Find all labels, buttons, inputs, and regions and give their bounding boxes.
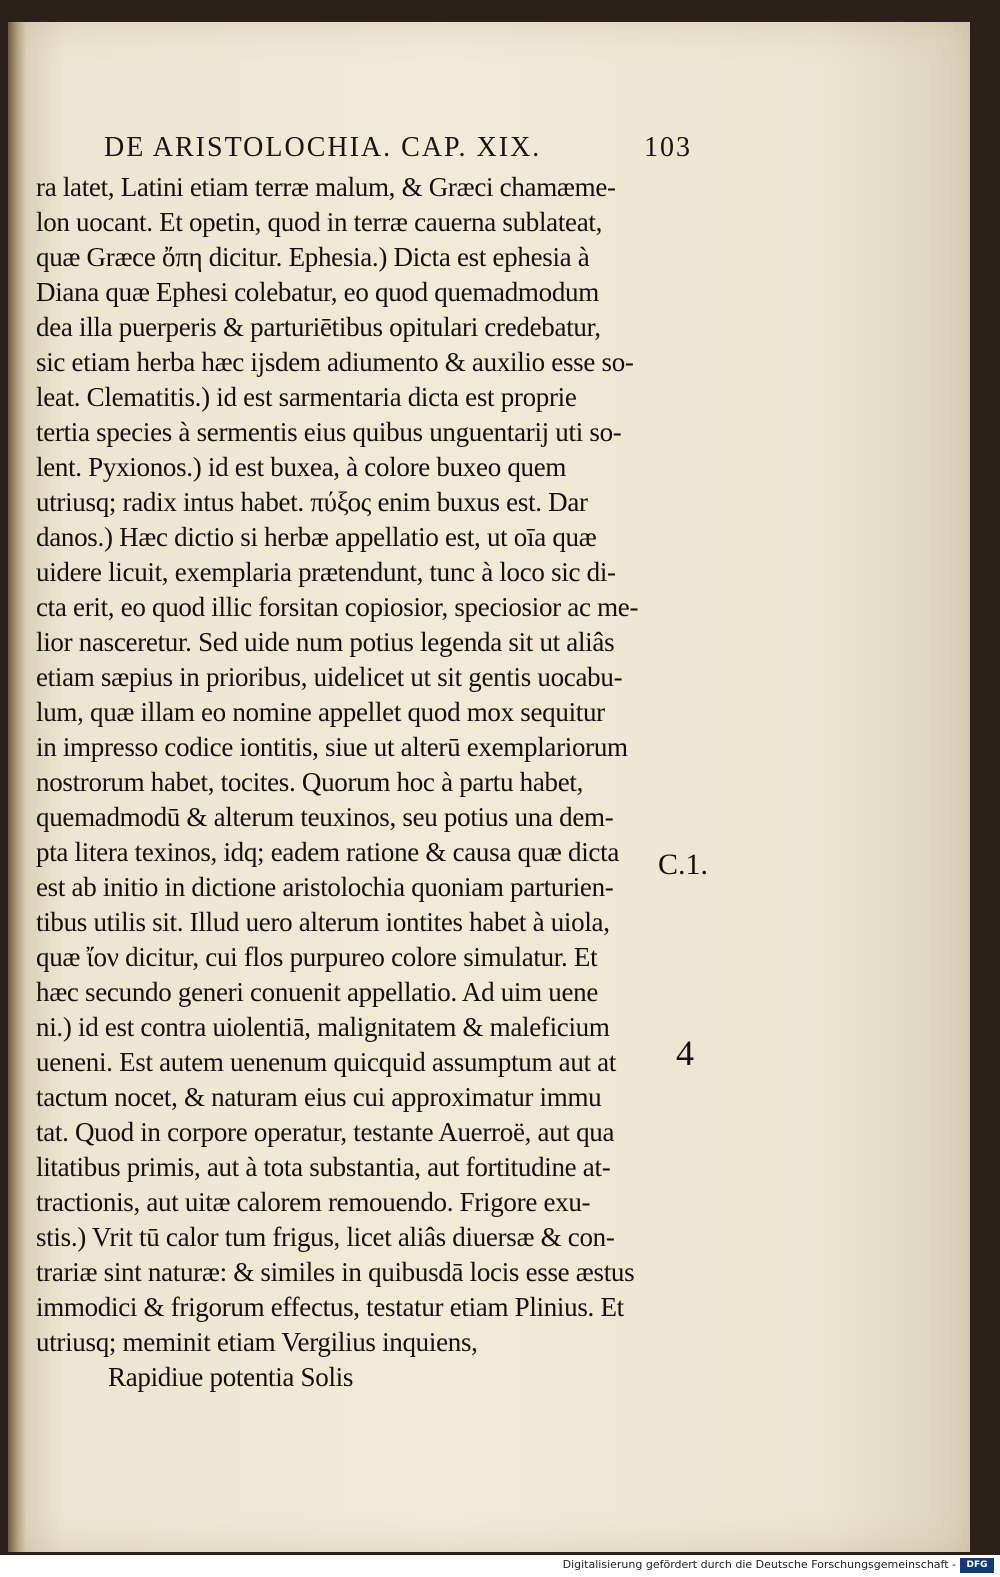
text-line: ni.) id est contra uiolentiā, malignitatem & maleficium xyxy=(36,1012,610,1042)
text-line: etiam sæpius in prioribus, uidelicet ut sit gentis uocabu- xyxy=(36,662,623,692)
book-page xyxy=(8,22,970,1552)
text-line: tat. Quod in corpore operatur, testante Auerroë, aut qua xyxy=(36,1117,615,1147)
text-line: tractionis, aut uitæ calorem remouendo. Frigore exu- xyxy=(36,1187,591,1217)
text-line: quemadmodū & alterum teuxinos, seu potius una dem- xyxy=(36,802,614,832)
funding-notice: Digitalisierung gefördert durch die Deutsche Forschungsgemeinschaft - xyxy=(562,1558,956,1571)
digitization-footer xyxy=(0,1555,1000,1577)
page-spine-shadow xyxy=(8,22,26,1552)
body-text xyxy=(36,170,686,1395)
text-line: hæc secundo generi conuenit appellatio. Ad uim uene xyxy=(36,977,599,1007)
text-line: tibus utilis sit. Illud uero alterum iontites habet à uiola, xyxy=(36,907,610,937)
text-line: lon uocant. Et opetin, quod in terræ cauerna sublateat, xyxy=(36,207,603,237)
text-line: est ab initio in dictione aristolochia quoniam parturien- xyxy=(36,872,614,902)
margin-note-c1: C.1. xyxy=(658,848,709,881)
text-line: dea illa puerperis & parturiētibus opitulari credebatur, xyxy=(36,312,601,342)
text-line: litatibus primis, aut à tota substantia, aut fortitudine at- xyxy=(36,1152,611,1182)
text-line: lent. Pyxionos.) id est buxea, à colore buxeo quem xyxy=(36,452,567,482)
text-line: trariæ sint naturæ: & similes in quibusdā locis esse æstus xyxy=(36,1257,635,1287)
text-line: leat. Clematitis.) id est sarmentaria dicta est proprie xyxy=(36,382,577,412)
text-line: Rapidiue potentia Solis xyxy=(108,1362,354,1392)
text-line: tactum nocet, & naturam eius cui approximatur immu xyxy=(36,1082,602,1112)
text-line: uidere licuit, exemplaria prætendunt, tunc à loco sic di- xyxy=(36,557,616,587)
dfg-logo: DFG xyxy=(960,1558,994,1573)
text-line: cta erit, eo quod illic forsitan copiosior, speciosior ac me- xyxy=(36,592,639,622)
text-line: danos.) Hæc dictio si herbæ appellatio est, ut oīa quæ xyxy=(36,522,597,552)
margin-note-4: 4 xyxy=(676,1033,694,1073)
text-line: lior nasceretur. Sed uide num potius legenda sit ut aliâs xyxy=(36,627,615,657)
text-line: utriusq; radix intus habet. πύξος enim buxus est. Dar xyxy=(36,487,588,517)
text-line: ueneni. Est autem uenenum quicquid assumptum aut at xyxy=(36,1047,617,1077)
text-line: utriusq; meminit etiam Vergilius inquiens, xyxy=(36,1327,478,1357)
text-line: quæ Græce ὄπη dicitur. Ephesia.) Dicta est ephesia à xyxy=(36,242,590,272)
text-line: pta litera texinos, idq; eadem ratione & causa quæ dicta xyxy=(36,837,620,867)
text-line: quæ ἴον dicitur, cui flos purpureo colore simulatur. Et xyxy=(36,942,598,972)
text-line: ra latet, Latini etiam terræ malum, & Græci chamæme- xyxy=(36,172,616,202)
text-line: nostrorum habet, tocites. Quorum hoc à partu habet, xyxy=(36,767,584,797)
page-number: 103 xyxy=(644,132,692,163)
text-line: in impresso codice iontitis, siue ut alterū exemplariorum xyxy=(36,732,628,762)
text-line: stis.) Vrit tū calor tum frigus, licet aliâs diuersæ & con- xyxy=(36,1222,615,1252)
text-line: Diana quæ Ephesi colebatur, eo quod quemadmodum xyxy=(36,277,599,307)
running-title: DE ARISTOLOCHIA. CAP. XIX. xyxy=(104,132,542,163)
text-line: tertia species à sermentis eius quibus unguentarij uti so- xyxy=(36,417,622,447)
text-line: sic etiam herba hæc ijsdem adiumento & auxilio esse so- xyxy=(36,347,634,377)
text-line: lum, quæ illam eo nomine appellet quod mox sequitur xyxy=(36,697,605,727)
running-head xyxy=(104,132,694,172)
text-line: immodici & frigorum effectus, testatur etiam Plinius. Et xyxy=(36,1292,624,1322)
